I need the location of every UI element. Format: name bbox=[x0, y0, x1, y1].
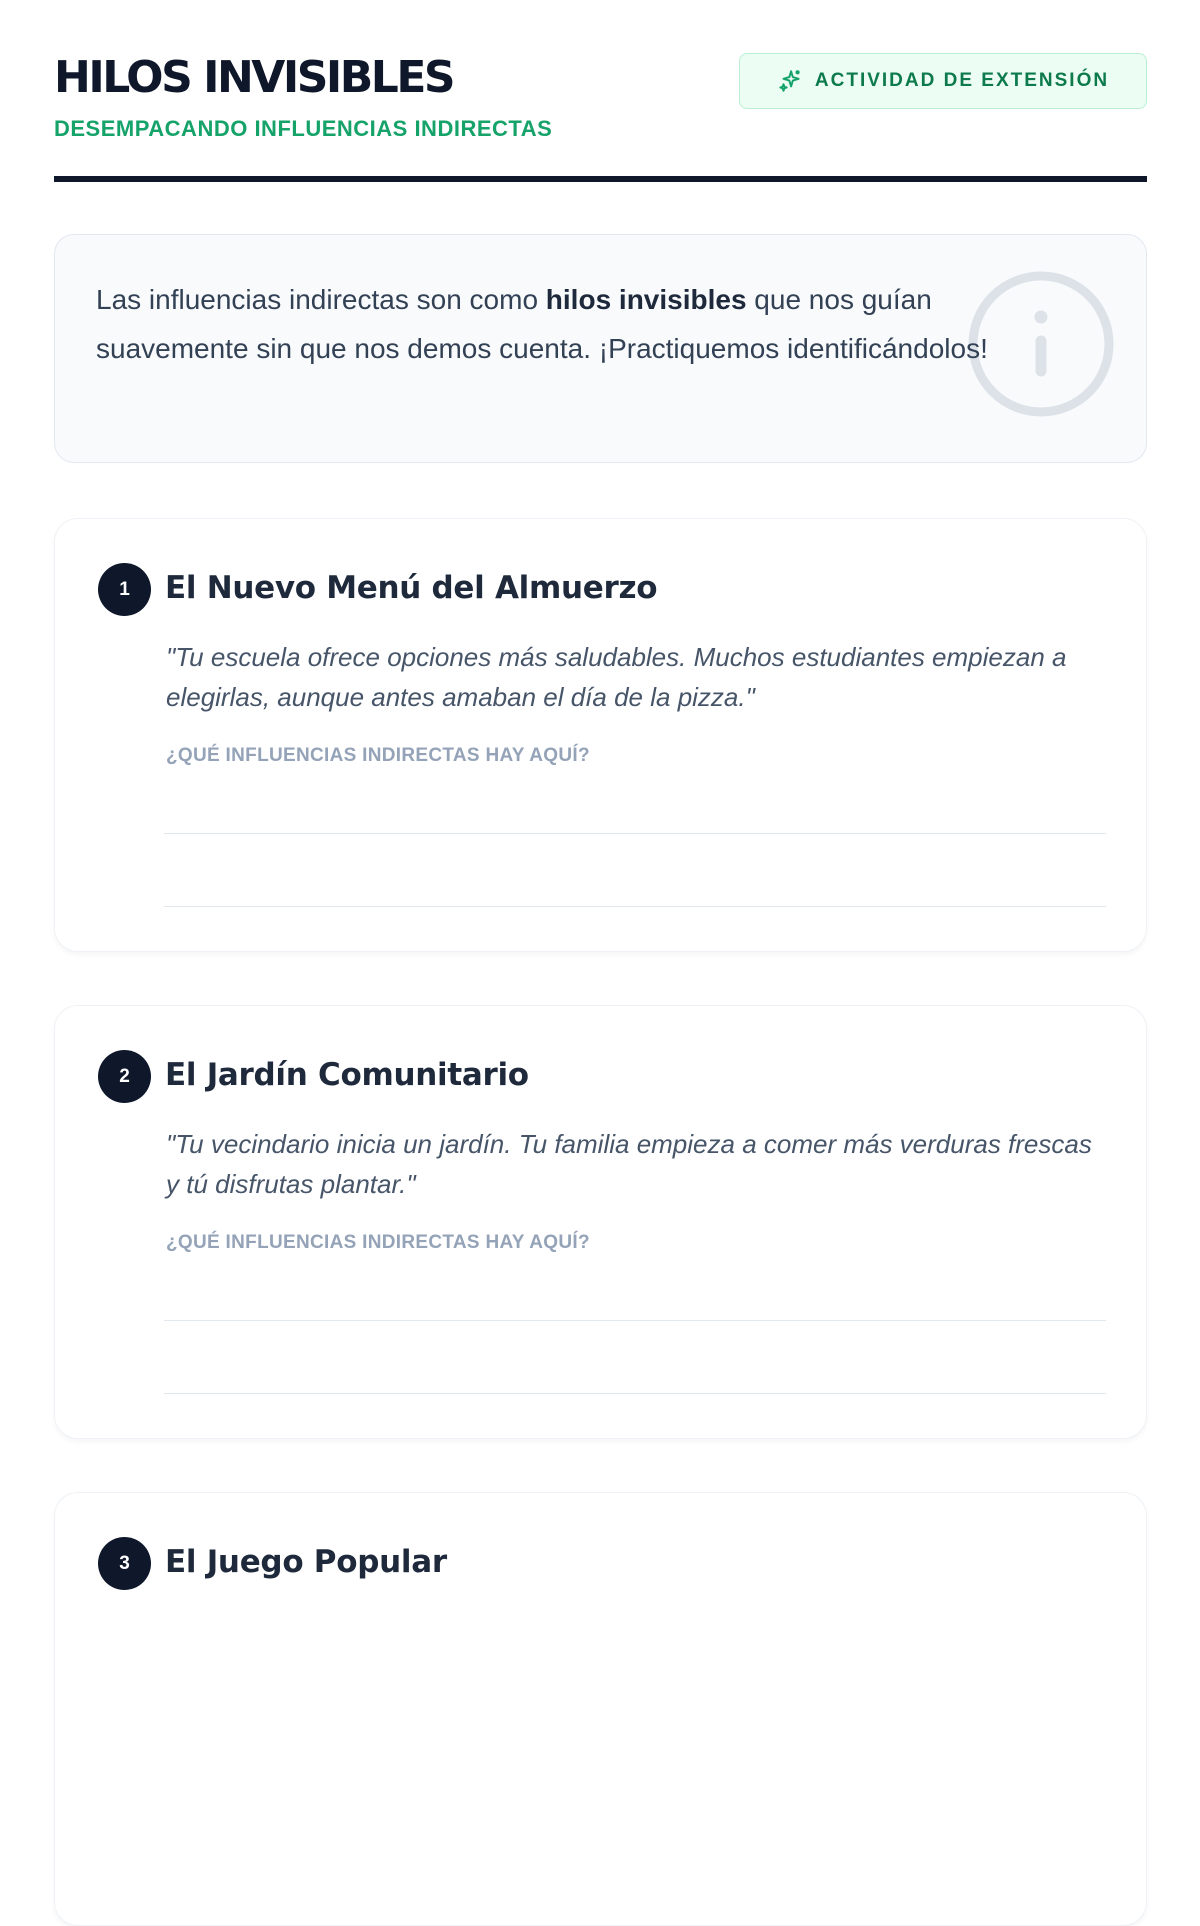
scenario-prompt: ¿QUÉ INFLUENCIAS INDIRECTAS HAY AQUÍ? bbox=[166, 1232, 590, 1253]
intro-box bbox=[54, 234, 1147, 463]
badge-label: ACTIVIDAD DE EXTENSIÓN bbox=[814, 70, 1110, 91]
answer-line-1[interactable] bbox=[164, 833, 1106, 834]
scenario-card-1 bbox=[54, 518, 1147, 952]
intro-text-highlight: hilos invisibles bbox=[545, 284, 747, 315]
scenario-title: El Juego Popular bbox=[165, 1544, 447, 1580]
answer-line-2[interactable] bbox=[164, 1393, 1106, 1394]
header bbox=[54, 0, 1147, 182]
answer-line-2[interactable] bbox=[164, 906, 1106, 907]
scenario-number-badge: 2 bbox=[98, 1050, 151, 1103]
scenario-number-badge: 1 bbox=[98, 563, 151, 616]
scenario-quote: "Tu vecindario inicia un jardín. Tu familia empieza a comer más verduras frescas y tú disfrutas plantar." bbox=[166, 1129, 1092, 1199]
page-title: HILOS INVISIBLES bbox=[54, 52, 454, 103]
intro-text bbox=[96, 275, 1056, 373]
intro-text-start: Las influencias indirectas son como bbox=[96, 284, 546, 315]
sparkles-icon bbox=[777, 68, 803, 94]
scenario-prompt: ¿QUÉ INFLUENCIAS INDIRECTAS HAY AQUÍ? bbox=[166, 745, 590, 766]
scenario-number-badge: 3 bbox=[98, 1537, 151, 1590]
scenario-card-3 bbox=[54, 1492, 1147, 1926]
scenario-card-2 bbox=[54, 1005, 1147, 1439]
page-subtitle: DESEMPACANDO INFLUENCIAS INDIRECTAS bbox=[54, 116, 553, 141]
answer-line-1[interactable] bbox=[164, 1320, 1106, 1321]
scenario-title: El Jardín Comunitario bbox=[165, 1057, 529, 1093]
worksheet-page bbox=[54, 0, 1147, 1580]
extension-activity-badge bbox=[739, 53, 1147, 109]
scenario-title: El Nuevo Menú del Almuerzo bbox=[165, 570, 658, 606]
intro-text-end: que nos guían suavemente sin que nos demos cuenta. ¡Practiquemos identificándolos! bbox=[96, 284, 988, 364]
scenario-quote: "Tu escuela ofrece opciones más saludables. Muchos estudiantes empiezan a elegirlas, aunque antes amaban el día de la pizza." bbox=[166, 642, 1067, 712]
